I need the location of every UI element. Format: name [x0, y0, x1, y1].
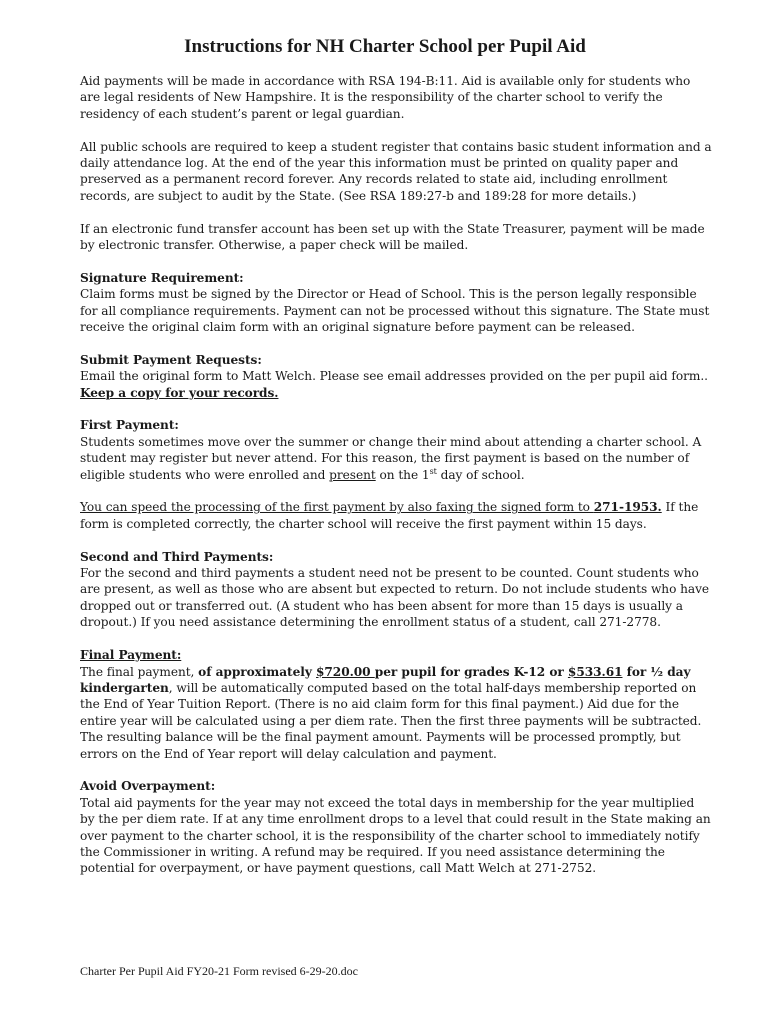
kindergarten-amount: $533.61 [567, 664, 623, 679]
first-payment-heading: First Payment: [80, 418, 179, 433]
first-payment-section [80, 417, 712, 483]
fax-number: 271-1953. [593, 500, 662, 515]
final-bold-2: per pupil for grades K-12 or [374, 664, 568, 679]
k12-amount: $720.00 [316, 664, 375, 679]
final-payment-heading: Final Payment: [80, 648, 182, 663]
present-word: present [329, 467, 376, 482]
first-payment-text-b: on the 1 [375, 467, 430, 482]
intro-paragraph-1: Aid payments will be made in accordance with RSA 194-B:11. Aid is available only for students who are legal residents of New Hampshire. It is the responsibility of the charter school to verify the residency of each student’s parent or legal guardian. [80, 74, 691, 121]
fax-instruction: You can speed the processing of the first payment by also faxing the signed form to [80, 500, 594, 515]
keep-copy-note: Keep a copy for your records. [80, 385, 279, 400]
final-bold-1: of approximately [198, 664, 316, 679]
first-payment-text-c: day of school. [436, 467, 525, 482]
ordinal-suffix: st [429, 466, 437, 476]
intro-paragraph-2: All public schools are required to keep a student register that contains basic student information and a daily attendance log. At the end of the year this information must be printed on quality paper and preserved as a permanent record forever. Any records related to state aid, including enrollment records, are subject to audit by the State. (See RSA 189:27-b and 189:28 for more details.) [80, 139, 712, 203]
first-payment-text-a: Students sometimes move over the summer or change their mind about attending a charter school. A student may register but never attend. For this reason, the first payment is based on the number of eligible students who were enrolled and [80, 434, 702, 482]
overpayment-section [80, 778, 712, 876]
fax-followup: If the form is completed correctly, the charter school will receive the first payment within 15 days. [80, 500, 699, 531]
final-text-1: The final payment, [80, 664, 199, 679]
submit-heading: Submit Payment Requests: [80, 352, 262, 367]
overpayment-text: Total aid payments for the year may not exceed the total days in membership for the year multiplied by the per diem rate. If at any time enrollment drops to a level that could result in the State making an over payment to the charter school, it is the responsibility of the charter school to immediately notify the Commissioner in writing. A refund may be required. If you need assistance determining the potential for overpayment, or have payment questions, call Matt Welch at 271-2752. [80, 795, 711, 876]
submit-text: Email the original form to Matt Welch. Please see email addresses provided on the per pupil aid form.. [80, 369, 708, 384]
overpayment-heading: Avoid Overpayment: [80, 779, 216, 794]
intro-paragraph-3: If an electronic fund transfer account has been set up with the State Treasurer, payment will be made by electronic transfer. Otherwise, a paper check will be mailed. [80, 221, 705, 253]
signature-text: Claim forms must be signed by the Director or Head of School. This is the person legally responsible for all compliance requirements. Payment can not be processed without this signature. The State must receive the original claim form with an original signature before payment can be released. [80, 287, 710, 335]
signature-heading: Signature Requirement: [80, 270, 244, 285]
document-body [80, 73, 712, 893]
second-third-heading: Second and Third Payments: [80, 549, 274, 564]
signature-section [80, 270, 712, 336]
second-third-section [80, 549, 712, 631]
second-third-text: For the second and third payments a student need not be present to be counted. Count students who are present, as well as those who are absent but expected to return. Do not include students who have dropped out or transferred out. (A student who has been absent for more than 15 days is usually a dropout.) If you need assistance determining the enrollment status of a student, call 271-2778. [80, 566, 710, 630]
submit-section [80, 352, 712, 401]
page-title: Instructions for NH Charter School per Pupil Aid [184, 36, 586, 57]
fax-paragraph [80, 499, 712, 532]
final-bold-3: for ½ day kindergarten [80, 664, 691, 695]
final-text-2: , will be automatically computed based on the total half-days membership reported on the End of Year Tuition Report. (There is no aid claim form for this final payment.) Aid due for the entire year will be calculated using a per diem rate. Then the first three payments will be subtracted. The resulting balance will be the final payment amount. Payments will be processed promptly, but errors on the End of Year report will delay calculation and payment. [80, 680, 702, 761]
page-footer: Charter Per Pupil Aid FY20-21 Form revised 6-29-20.doc [80, 964, 358, 978]
final-payment-section [80, 647, 712, 762]
